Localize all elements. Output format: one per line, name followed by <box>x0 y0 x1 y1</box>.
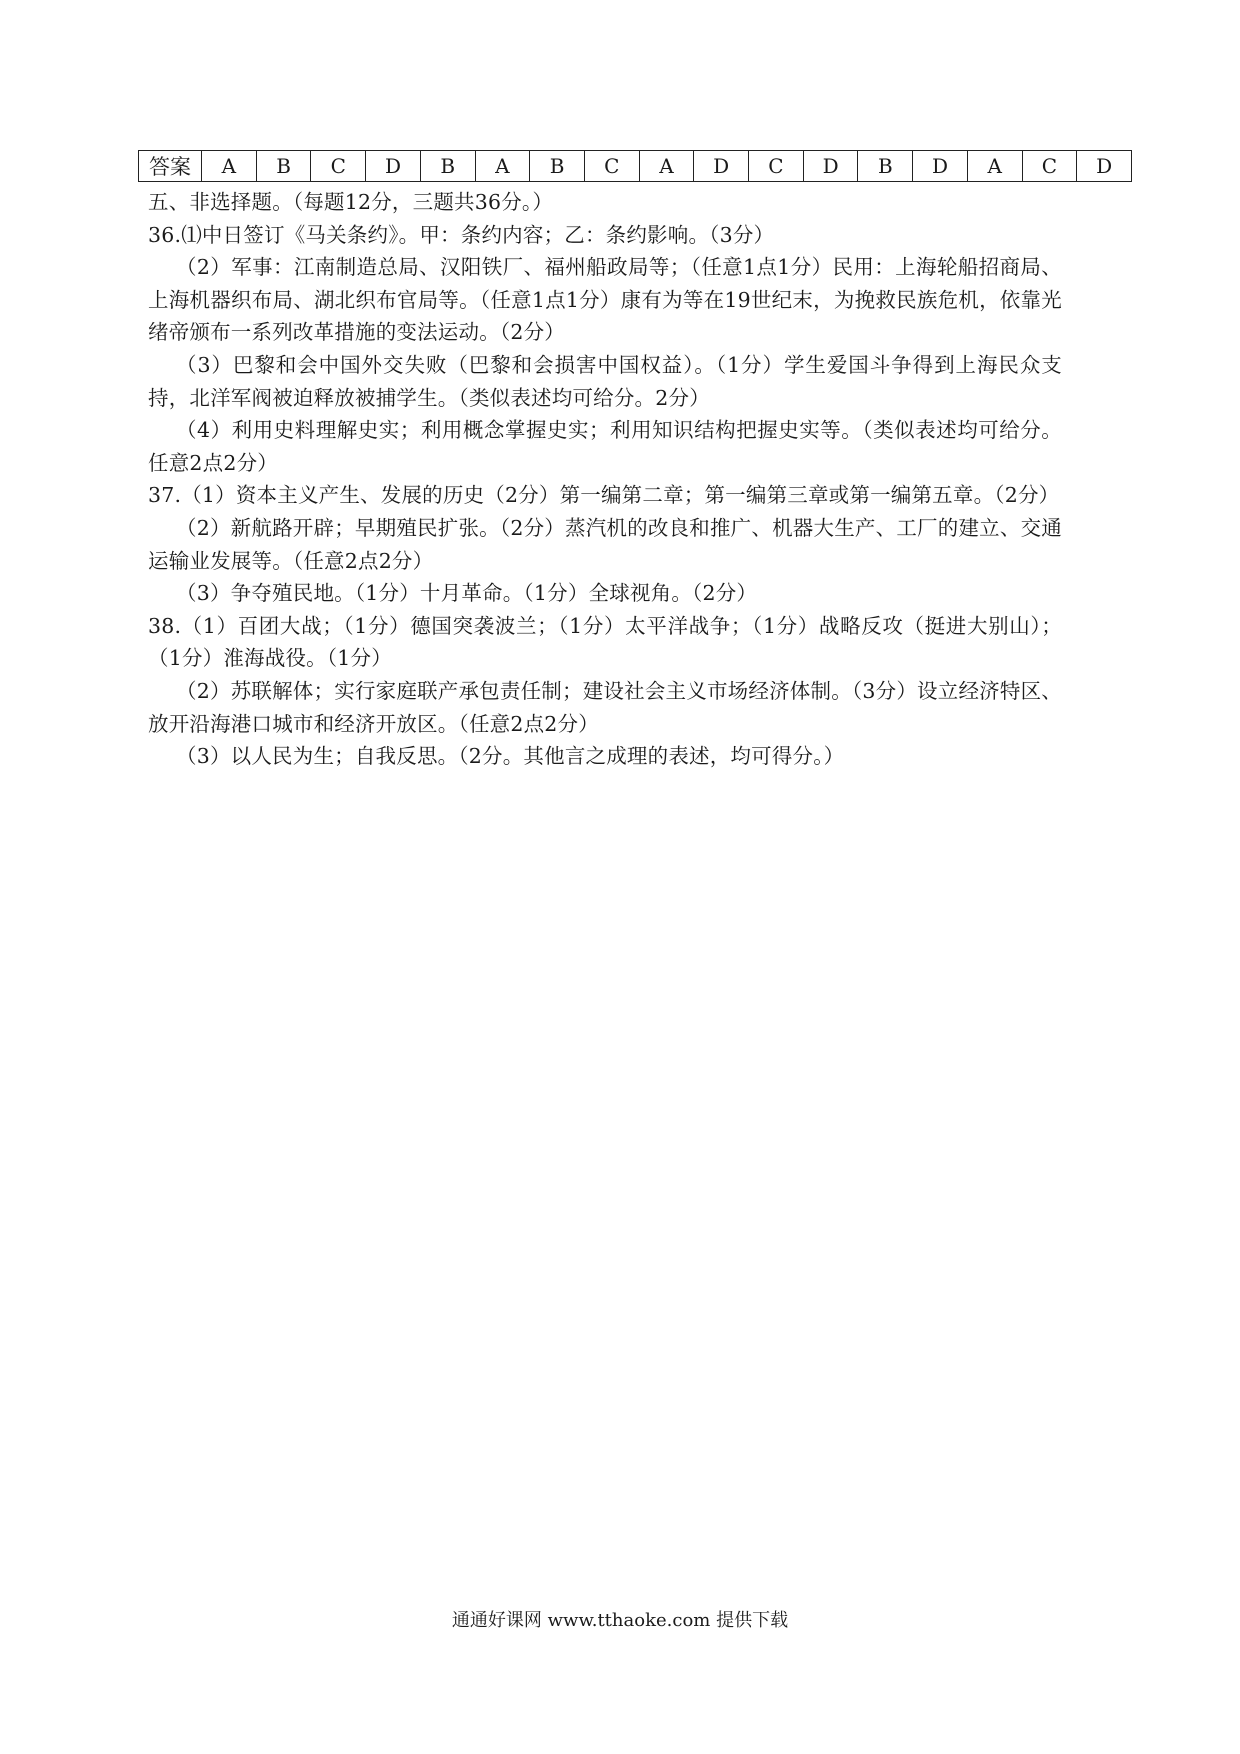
answer-cell: C <box>311 151 366 182</box>
paragraph-37-2: （2）新航路开辟；早期殖民扩张。（2分）蒸汽机的改良和推广、机器大生产、工厂的建立、交通运输业发展等。（任意2点2分） <box>148 515 1062 573</box>
answer-cell: A <box>475 151 530 182</box>
answer-cell: C <box>584 151 639 182</box>
answer-cell: A <box>202 151 257 182</box>
paragraph-36-1: 36.⑴中日签订《马关条约》。甲：条约内容；乙：条约影响。（3分） <box>148 222 775 247</box>
answer-cell: A <box>639 151 694 182</box>
answer-header-cell: 答案 <box>139 151 202 182</box>
paragraph-37-1: 37.（1）资本主义产生、发展的历史（2分）第一编第二章；第一编第三章或第一编第五章。（2分） <box>148 483 1060 508</box>
paragraph-37-3: （3）争夺殖民地。（1分）十月革命。（1分）全球视角。（2分） <box>176 581 758 606</box>
section-title: 五、非选择题。（每题12分，三题共36分。） <box>148 190 554 214</box>
answer-cell: B <box>420 151 475 182</box>
answer-cell: B <box>256 151 311 182</box>
paragraph-36-2: （2）军事：江南制造总局、汉阳铁厂、福州船政局等；（任意1点1分）民用：上海轮船招商局、上海机器织布局、湖北织布官局等。（任意1点1分）康有为等在19世纪末，为挽救民族危机，依靠光绪帝颁布一系列改革措施的变法运动。（2分） <box>148 255 1062 345</box>
answer-cell: D <box>694 151 749 182</box>
answer-content <box>148 186 1062 773</box>
answer-cell: D <box>1077 151 1132 182</box>
paragraph-38-3: （3）以人民为生；自我反思。（2分。其他言之成理的表述，均可得分。） <box>176 744 845 769</box>
answer-cell: C <box>1022 151 1077 182</box>
paragraph-36-4: （4）利用史料理解史实；利用概念掌握史实；利用知识结构把握史实等。（类似表述均可给分。任意2点2分） <box>148 418 1062 475</box>
answer-cell: D <box>803 151 858 182</box>
answer-cell: B <box>858 151 913 182</box>
footer-credit: 通通好课网 www.tthaoke.com 提供下载 <box>451 1610 789 1631</box>
paragraph-38-1: 38.（1）百团大战；（1分）德国突袭波兰；（1分）太平洋战争；（1分）战略反攻（挺进大别山）；（1分）淮海战役。（1分） <box>148 613 1062 671</box>
answer-table <box>138 150 1132 182</box>
answer-cell: D <box>913 151 968 182</box>
answer-cell: C <box>749 151 804 182</box>
paragraph-36-3: （3）巴黎和会中国外交失败（巴黎和会损害中国权益）。（1分）学生爱国斗争得到上海民众支持，北洋军阀被迫释放被捕学生。（类似表述均可给分。2分） <box>148 352 1062 410</box>
answer-cell: B <box>530 151 585 182</box>
answer-cell: A <box>967 151 1022 182</box>
answer-row <box>139 151 1132 182</box>
paragraph-38-2: （2）苏联解体；实行家庭联产承包责任制；建设社会主义市场经济体制。（3分）设立经济特区、放开沿海港口城市和经济开放区。（任意2点2分） <box>148 678 1062 736</box>
answer-cell: D <box>366 151 421 182</box>
